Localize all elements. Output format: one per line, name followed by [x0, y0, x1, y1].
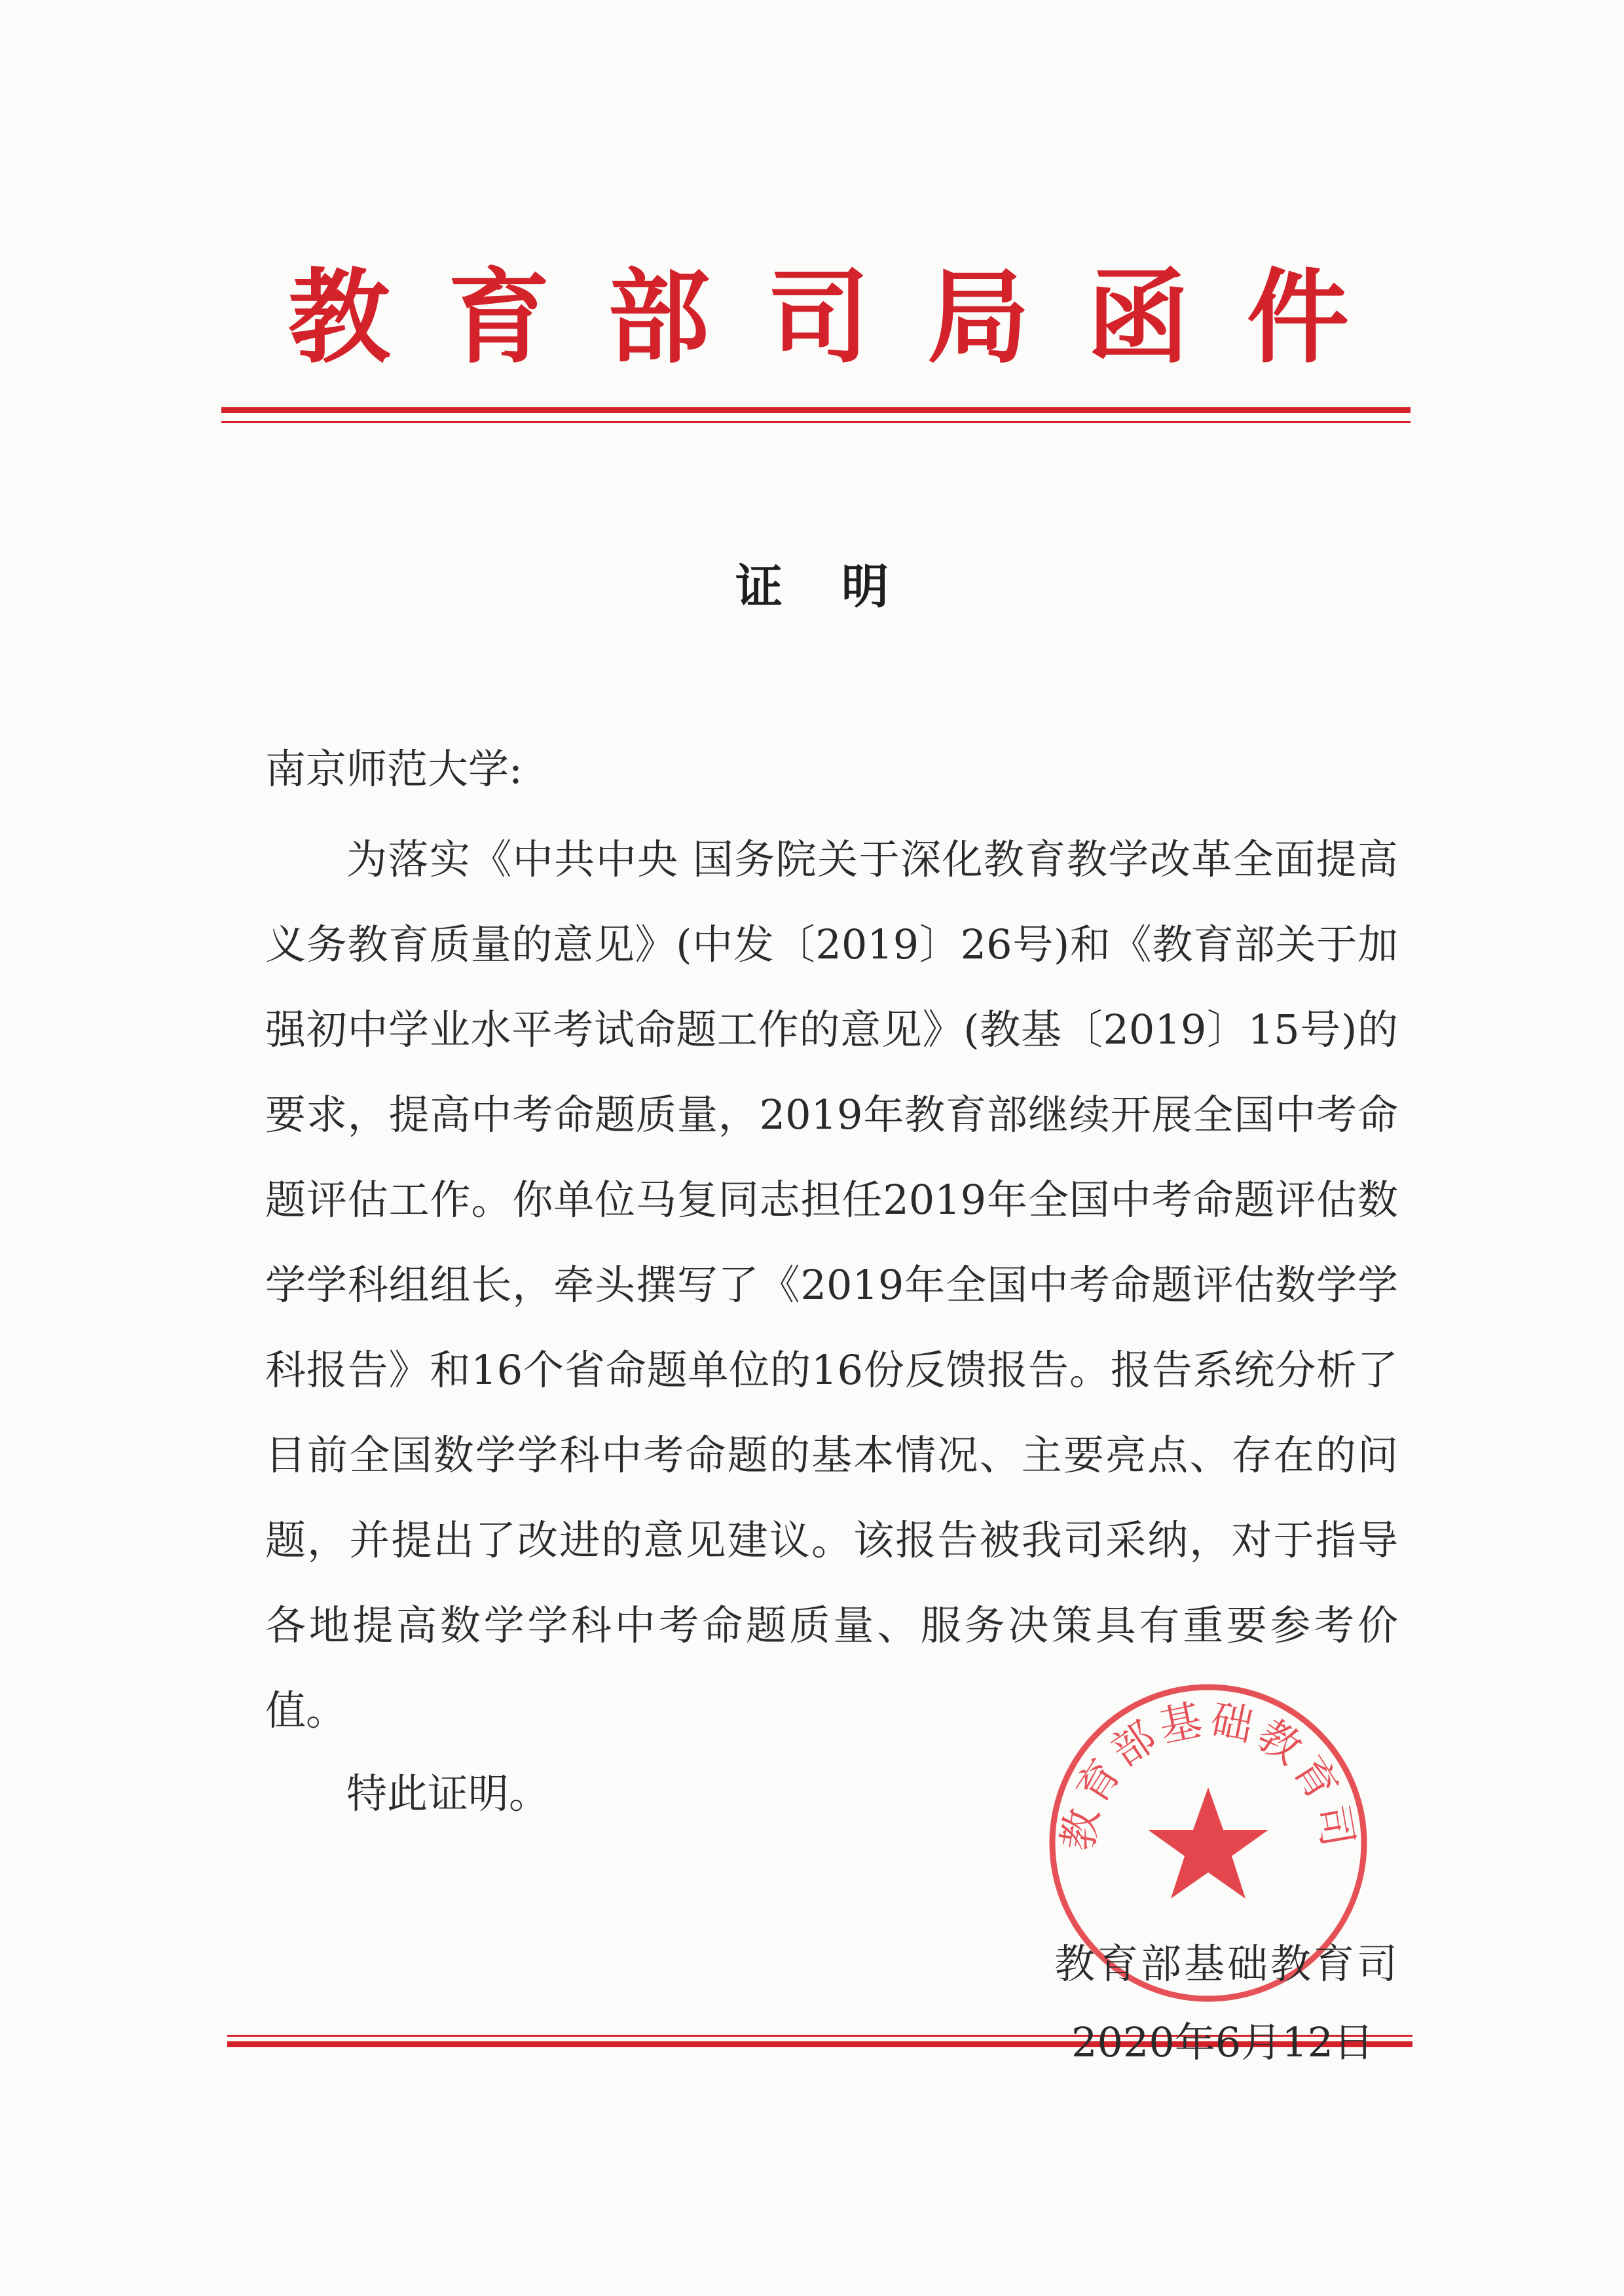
seal-text: 教育部基础教育司 — [1054, 1695, 1363, 1855]
letterhead-char: 件 — [1247, 257, 1349, 377]
letterhead-char: 函 — [1087, 257, 1189, 377]
signature-organization: 教育部基础教育司 — [1054, 1940, 1401, 1988]
letterhead-char: 育 — [448, 257, 550, 377]
letterhead-char: 局 — [927, 257, 1029, 377]
header-rule-thick — [221, 407, 1411, 413]
letterhead-char: 司 — [767, 257, 870, 377]
star-icon — [1148, 1787, 1268, 1899]
addressee: 南京师范大学: — [265, 745, 523, 793]
letterhead-title — [288, 252, 1349, 383]
header-rule-thin — [221, 421, 1411, 423]
letterhead-char: 教 — [288, 257, 390, 377]
body-paragraph: 为落实《中共中央 国务院关于深化教育教学改革全面提高义务教育质量的意见》(中发〔2019〕26号)和《教育部关于加强初中学业水平考试命题工作的意见》(教基〔2019〕15号)的要求，提高中考命题质量，2019年教育部继续开展全国中考命题评估工作。你单位马复同志担任2019年全国中考命题评估数学学科组组长，牵头撰写了《2019年全国中考命题评估数学学科报告》和16个省命题单位的16份反馈报告。报告系统分析了目前全国数学学科中考命题的基本情况、主要亮点、存在的问题，并提出了改进的意见建议。该报告被我司采纳，对于指导各地提高数学学科中考命题质量、服务决策具有重要参考价值。 — [265, 835, 1398, 1734]
document-title: 证明 — [735, 559, 948, 614]
letterhead-char: 部 — [608, 257, 710, 377]
closing-line: 特此证明。 — [346, 1770, 550, 1817]
signature-date: 2020年6月12日 — [1071, 2018, 1375, 2066]
